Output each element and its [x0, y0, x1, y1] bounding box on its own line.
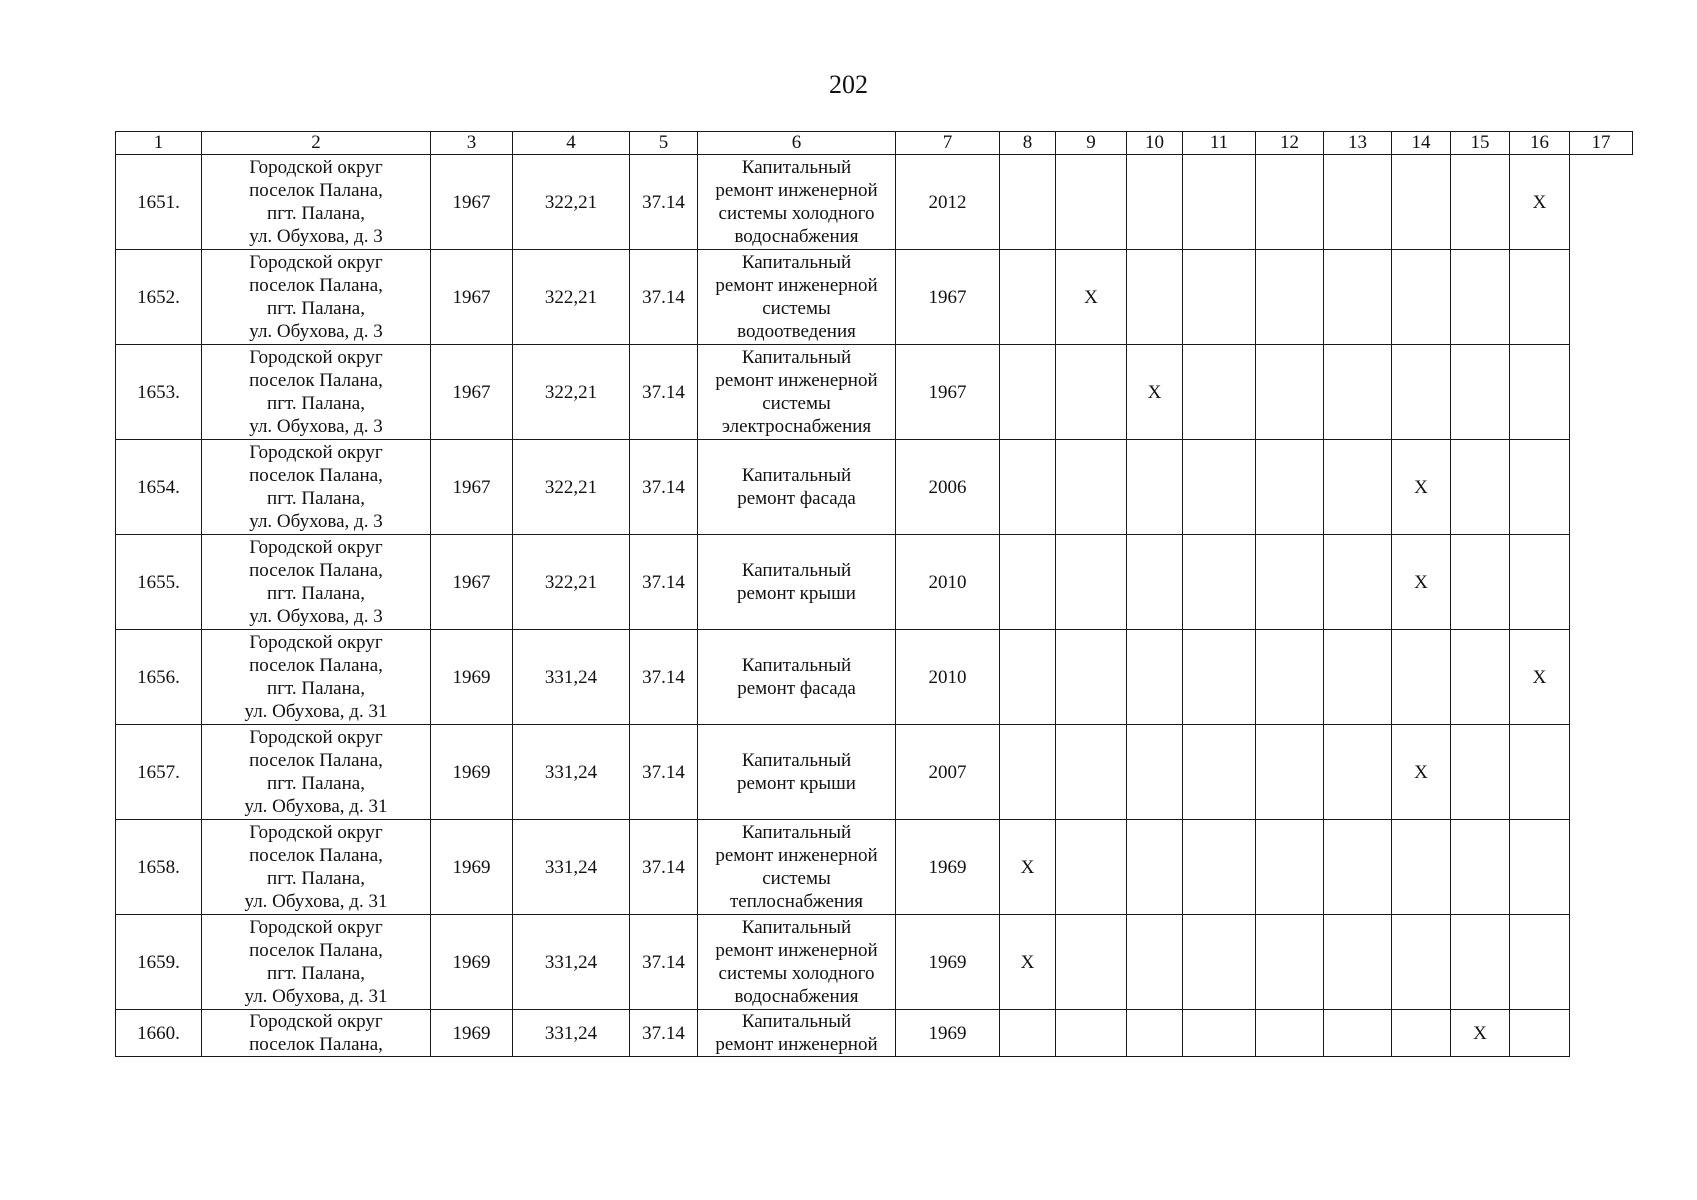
mark-cell: [1183, 915, 1256, 1010]
address-cell: Городской округ поселок Палана, пгт. Палана, ул. Обухова, д. 3: [202, 535, 431, 630]
mark-cell: [1392, 1010, 1451, 1057]
build-year-cell: 1967: [431, 535, 513, 630]
mark-cell: [1056, 535, 1127, 630]
mark-cell: [1324, 820, 1392, 915]
work-type-cell: Капитальный ремонт инженерной системы теплоснабжения: [698, 820, 896, 915]
mark-cell: [1392, 345, 1451, 440]
mark-cell: [1127, 155, 1183, 250]
build-year-cell: 1969: [431, 820, 513, 915]
area-cell: 331,24: [513, 820, 630, 915]
mark-cell: X: [1056, 250, 1127, 345]
table-row: [116, 1010, 1633, 1057]
column-number-cell: 3: [431, 132, 513, 155]
work-type-cell: Капитальный ремонт инженерной: [698, 1010, 896, 1057]
mark-cell: X: [1392, 535, 1451, 630]
mark-cell: [1056, 820, 1127, 915]
work-type-cell: Капитальный ремонт фасада: [698, 630, 896, 725]
mark-cell: [1127, 820, 1183, 915]
mark-cell: [1056, 155, 1127, 250]
mark-cell: [1256, 345, 1324, 440]
table-row: [116, 725, 1633, 820]
mark-cell: [1510, 440, 1570, 535]
table-row: [116, 250, 1633, 345]
mark-cell: [1392, 155, 1451, 250]
mark-cell: [1510, 725, 1570, 820]
column-number-cell: 10: [1127, 132, 1183, 155]
code-cell: 37.14: [630, 1010, 698, 1057]
column-number-cell: 16: [1510, 132, 1570, 155]
last-repair-year-cell: 2006: [896, 440, 1000, 535]
mark-cell: [1000, 725, 1056, 820]
last-repair-year-cell: 2007: [896, 725, 1000, 820]
column-number-cell: 2: [202, 132, 431, 155]
mark-cell: [1451, 535, 1510, 630]
mark-cell: [1183, 1010, 1256, 1057]
mark-cell: [1127, 535, 1183, 630]
area-cell: 322,21: [513, 250, 630, 345]
column-number-cell: 8: [1000, 132, 1056, 155]
mark-cell: [1451, 345, 1510, 440]
mark-cell: [1056, 1010, 1127, 1057]
table-row: [116, 535, 1633, 630]
table-row: [116, 630, 1633, 725]
mark-cell: [1000, 535, 1056, 630]
mark-cell: [1000, 630, 1056, 725]
mark-cell: [1510, 345, 1570, 440]
mark-cell: [1451, 440, 1510, 535]
code-cell: 37.14: [630, 440, 698, 535]
mark-cell: [1000, 1010, 1056, 1057]
mark-cell: [1127, 630, 1183, 725]
mark-cell: [1183, 250, 1256, 345]
table-row: [116, 915, 1633, 1010]
mark-cell: [1127, 1010, 1183, 1057]
build-year-cell: 1969: [431, 630, 513, 725]
mark-cell: [1256, 250, 1324, 345]
area-cell: 322,21: [513, 535, 630, 630]
mark-cell: [1324, 1010, 1392, 1057]
area-cell: 331,24: [513, 725, 630, 820]
address-cell: Городской округ поселок Палана, пгт. Палана, ул. Обухова, д. 31: [202, 820, 431, 915]
code-cell: 37.14: [630, 250, 698, 345]
build-year-cell: 1969: [431, 1010, 513, 1057]
mark-cell: X: [1392, 725, 1451, 820]
mark-cell: [1000, 440, 1056, 535]
build-year-cell: 1967: [431, 250, 513, 345]
row-number-cell: 1657.: [116, 725, 202, 820]
code-cell: 37.14: [630, 915, 698, 1010]
row-number-cell: 1660.: [116, 1010, 202, 1057]
column-number-cell: 11: [1183, 132, 1256, 155]
mark-cell: [1256, 1010, 1324, 1057]
mark-cell: [1451, 915, 1510, 1010]
table-row: [116, 440, 1633, 535]
work-type-cell: Капитальный ремонт крыши: [698, 535, 896, 630]
mark-cell: [1000, 345, 1056, 440]
mark-cell: [1127, 915, 1183, 1010]
mark-cell: [1451, 250, 1510, 345]
area-cell: 331,24: [513, 1010, 630, 1057]
table-row: [116, 345, 1633, 440]
build-year-cell: 1969: [431, 915, 513, 1010]
page-number: 202: [829, 70, 868, 99]
area-cell: 322,21: [513, 440, 630, 535]
build-year-cell: 1967: [431, 345, 513, 440]
code-cell: 37.14: [630, 535, 698, 630]
mark-cell: [1451, 725, 1510, 820]
last-repair-year-cell: 1967: [896, 345, 1000, 440]
header-row: [116, 132, 1633, 155]
work-type-cell: Капитальный ремонт инженерной системы холодного водоснабжения: [698, 915, 896, 1010]
register-table: [115, 131, 1633, 1057]
mark-cell: [1324, 630, 1392, 725]
code-cell: 37.14: [630, 155, 698, 250]
mark-cell: [1127, 440, 1183, 535]
table-row: [116, 155, 1633, 250]
mark-cell: [1392, 915, 1451, 1010]
row-number-cell: 1651.: [116, 155, 202, 250]
mark-cell: [1324, 535, 1392, 630]
build-year-cell: 1969: [431, 725, 513, 820]
build-year-cell: 1967: [431, 440, 513, 535]
column-number-cell: 14: [1392, 132, 1451, 155]
last-repair-year-cell: 1969: [896, 1010, 1000, 1057]
row-number-cell: 1654.: [116, 440, 202, 535]
area-cell: 322,21: [513, 155, 630, 250]
column-number-cell: 13: [1324, 132, 1392, 155]
work-type-cell: Капитальный ремонт инженерной системы холодного водоснабжения: [698, 155, 896, 250]
mark-cell: [1256, 915, 1324, 1010]
mark-cell: [1256, 440, 1324, 535]
mark-cell: [1056, 630, 1127, 725]
mark-cell: [1324, 440, 1392, 535]
column-number-cell: 15: [1451, 132, 1510, 155]
row-number-cell: 1656.: [116, 630, 202, 725]
column-number-cell: 12: [1256, 132, 1324, 155]
address-cell: Городской округ поселок Палана, пгт. Палана, ул. Обухова, д. 3: [202, 440, 431, 535]
mark-cell: [1510, 250, 1570, 345]
address-cell: Городской округ поселок Палана,: [202, 1010, 431, 1057]
row-number-cell: 1653.: [116, 345, 202, 440]
mark-cell: [1510, 1010, 1570, 1057]
mark-cell: [1183, 440, 1256, 535]
work-type-cell: Капитальный ремонт крыши: [698, 725, 896, 820]
area-cell: 322,21: [513, 345, 630, 440]
mark-cell: [1324, 725, 1392, 820]
mark-cell: [1183, 535, 1256, 630]
column-number-cell: 7: [896, 132, 1000, 155]
mark-cell: [1451, 630, 1510, 725]
mark-cell: [1510, 915, 1570, 1010]
mark-cell: [1392, 250, 1451, 345]
mark-cell: [1056, 345, 1127, 440]
mark-cell: [1256, 820, 1324, 915]
code-cell: 37.14: [630, 725, 698, 820]
mark-cell: [1183, 725, 1256, 820]
address-cell: Городской округ поселок Палана, пгт. Палана, ул. Обухова, д. 31: [202, 915, 431, 1010]
row-number-cell: 1658.: [116, 820, 202, 915]
last-repair-year-cell: 1969: [896, 820, 1000, 915]
mark-cell: [1000, 250, 1056, 345]
last-repair-year-cell: 2012: [896, 155, 1000, 250]
area-cell: 331,24: [513, 915, 630, 1010]
address-cell: Городской округ поселок Палана, пгт. Палана, ул. Обухова, д. 31: [202, 725, 431, 820]
last-repair-year-cell: 2010: [896, 535, 1000, 630]
column-number-cell: 9: [1056, 132, 1127, 155]
mark-cell: [1056, 915, 1127, 1010]
address-cell: Городской округ поселок Палана, пгт. Палана, ул. Обухова, д. 3: [202, 345, 431, 440]
build-year-cell: 1967: [431, 155, 513, 250]
last-repair-year-cell: 2010: [896, 630, 1000, 725]
mark-cell: X: [1451, 1010, 1510, 1057]
mark-cell: [1510, 820, 1570, 915]
mark-cell: [1256, 630, 1324, 725]
code-cell: 37.14: [630, 630, 698, 725]
mark-cell: [1183, 155, 1256, 250]
table-body: [116, 132, 1633, 1057]
mark-cell: [1510, 535, 1570, 630]
mark-cell: [1256, 535, 1324, 630]
address-cell: Городской округ поселок Палана, пгт. Палана, ул. Обухова, д. 31: [202, 630, 431, 725]
mark-cell: [1183, 630, 1256, 725]
mark-cell: [1324, 345, 1392, 440]
work-type-cell: Капитальный ремонт фасада: [698, 440, 896, 535]
mark-cell: [1324, 250, 1392, 345]
mark-cell: [1324, 155, 1392, 250]
row-number-cell: 1659.: [116, 915, 202, 1010]
mark-cell: [1451, 820, 1510, 915]
last-repair-year-cell: 1967: [896, 250, 1000, 345]
column-number-cell: 1: [116, 132, 202, 155]
mark-cell: [1000, 155, 1056, 250]
row-number-cell: 1652.: [116, 250, 202, 345]
column-number-cell: 6: [698, 132, 896, 155]
area-cell: 331,24: [513, 630, 630, 725]
mark-cell: [1392, 630, 1451, 725]
mark-cell: [1392, 820, 1451, 915]
work-type-cell: Капитальный ремонт инженерной системы водоотведения: [698, 250, 896, 345]
column-number-cell: 5: [630, 132, 698, 155]
column-number-cell: 4: [513, 132, 630, 155]
mark-cell: X: [1000, 820, 1056, 915]
table-row: [116, 820, 1633, 915]
last-repair-year-cell: 1969: [896, 915, 1000, 1010]
mark-cell: [1056, 725, 1127, 820]
address-cell: Городской округ поселок Палана, пгт. Палана, ул. Обухова, д. 3: [202, 155, 431, 250]
mark-cell: [1256, 155, 1324, 250]
mark-cell: X: [1510, 155, 1570, 250]
mark-cell: [1127, 250, 1183, 345]
mark-cell: [1324, 915, 1392, 1010]
mark-cell: X: [1000, 915, 1056, 1010]
row-number-cell: 1655.: [116, 535, 202, 630]
mark-cell: [1056, 440, 1127, 535]
code-cell: 37.14: [630, 820, 698, 915]
mark-cell: X: [1127, 345, 1183, 440]
mark-cell: [1127, 725, 1183, 820]
mark-cell: [1256, 725, 1324, 820]
mark-cell: [1183, 820, 1256, 915]
code-cell: 37.14: [630, 345, 698, 440]
work-type-cell: Капитальный ремонт инженерной системы электроснабжения: [698, 345, 896, 440]
mark-cell: X: [1510, 630, 1570, 725]
mark-cell: X: [1392, 440, 1451, 535]
column-number-cell: 17: [1570, 132, 1633, 155]
mark-cell: [1183, 345, 1256, 440]
address-cell: Городской округ поселок Палана, пгт. Палана, ул. Обухова, д. 3: [202, 250, 431, 345]
mark-cell: [1451, 155, 1510, 250]
